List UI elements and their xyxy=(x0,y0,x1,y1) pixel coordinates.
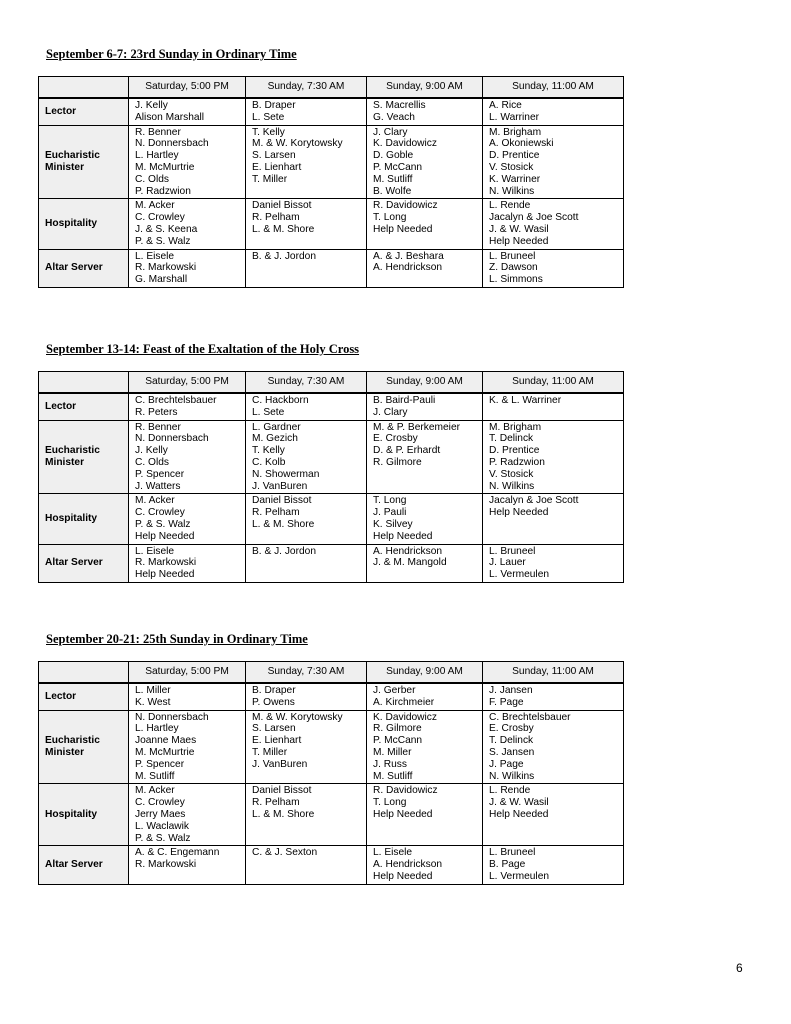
schedule-cell xyxy=(246,846,367,884)
section-heading: September 6-7: 23rd Sunday in Ordinary Time xyxy=(46,47,297,61)
table-row xyxy=(39,846,624,884)
volunteer-name: P. & S. Walz xyxy=(135,832,191,844)
volunteer-name: B. & J. Jordon xyxy=(252,250,316,262)
table-row xyxy=(39,683,624,710)
volunteer-name: C. Brechtelsbauer xyxy=(489,711,571,723)
corner-cell xyxy=(39,77,129,99)
volunteer-name: R. Markowski xyxy=(135,262,197,274)
volunteer-name: C. Crowley xyxy=(135,212,185,224)
volunteer-name: K. Davidowicz xyxy=(373,138,437,150)
schedule-cell xyxy=(483,125,624,199)
volunteer-name: A. Hendrickson xyxy=(373,545,443,557)
volunteer-name: T. Delinck xyxy=(489,735,534,747)
volunteer-name: T. Kelly xyxy=(252,445,285,457)
volunteer-name: J. Clary xyxy=(373,406,408,418)
volunteer-name: C. & J. Sexton xyxy=(252,847,318,859)
column-header: Sunday, 9:00 AM xyxy=(367,372,483,394)
volunteer-name: L. Eisele xyxy=(373,847,413,859)
volunteer-name: D. Goble xyxy=(373,150,414,162)
volunteer-name: J. Lauer xyxy=(489,557,526,569)
schedule-cell xyxy=(129,846,246,884)
column-header: Saturday, 5:00 PM xyxy=(129,372,246,394)
volunteer-name: L. & M. Shore xyxy=(252,223,315,235)
volunteer-name: J. Kelly xyxy=(135,100,168,111)
volunteer-name: K. & L. Warriner xyxy=(489,395,562,406)
volunteer-name: J. & W. Wasil xyxy=(489,797,549,809)
volunteer-name: P. & S. Walz xyxy=(135,518,191,530)
schedule-cell xyxy=(483,393,624,420)
schedule-cell xyxy=(483,199,624,249)
column-header: Saturday, 5:00 PM xyxy=(129,662,246,684)
volunteer-name: P. McCann xyxy=(373,735,423,747)
schedule-cell xyxy=(367,683,483,710)
volunteer-name: L. Rende xyxy=(489,200,531,212)
column-header: Sunday, 11:00 AM xyxy=(483,372,624,394)
volunteer-name: J. & S. Keena xyxy=(135,223,198,235)
volunteer-name: J. Pauli xyxy=(373,507,407,519)
volunteer-name: L. Rende xyxy=(489,785,531,797)
volunteer-name: Help Needed xyxy=(135,569,195,581)
volunteer-name: M. Brigham xyxy=(489,126,542,138)
role-label: Lector xyxy=(39,683,129,710)
volunteer-name: N. Donnersbach xyxy=(135,433,209,445)
volunteer-name: J. Watters xyxy=(135,480,181,492)
volunteer-name: V. Stosick xyxy=(489,468,534,480)
volunteer-name: M. McMurtrie xyxy=(135,746,195,758)
volunteer-name: Daniel Bissot xyxy=(252,785,312,797)
role-label: Eucharistic Minister xyxy=(39,420,129,494)
volunteer-name: E. Lienhart xyxy=(252,735,302,747)
schedule-cell xyxy=(246,710,367,784)
volunteer-name: L. Sete xyxy=(252,111,285,123)
schedule-cell xyxy=(246,683,367,710)
volunteer-name: T. Long xyxy=(373,797,407,809)
volunteer-name: Help Needed xyxy=(489,808,549,820)
schedule-cell xyxy=(483,846,624,884)
header-row xyxy=(39,372,624,394)
schedule-cell xyxy=(129,98,246,125)
volunteer-name: Help Needed xyxy=(489,507,549,519)
table-row xyxy=(39,98,624,125)
schedule-table xyxy=(38,76,624,288)
volunteer-name: K. Warriner xyxy=(489,173,541,185)
table-row xyxy=(39,393,624,420)
schedule-cell xyxy=(129,393,246,420)
volunteer-name: B. Page xyxy=(489,859,526,871)
schedule-cell xyxy=(246,784,367,846)
volunteer-name: N. Wilkins xyxy=(489,770,535,782)
volunteer-name: R. Davidowicz xyxy=(373,200,438,212)
volunteer-name: S. Jansen xyxy=(489,746,535,758)
volunteer-name: J. VanBuren xyxy=(252,480,308,492)
volunteer-name: L. Gardner xyxy=(252,421,301,433)
volunteer-name: Help Needed xyxy=(373,223,433,235)
volunteer-name: K. Davidowicz xyxy=(373,711,437,723)
column-header: Sunday, 7:30 AM xyxy=(246,372,367,394)
role-label: Altar Server xyxy=(39,544,129,582)
column-header: Sunday, 11:00 AM xyxy=(483,662,624,684)
volunteer-name: V. Stosick xyxy=(489,161,534,173)
volunteer-name: J. Russ xyxy=(373,758,407,770)
volunteer-name: L. Eisele xyxy=(135,545,175,557)
table-row xyxy=(39,249,624,287)
volunteer-name: R. Peters xyxy=(135,406,178,418)
volunteer-name: L. Miller xyxy=(135,685,171,696)
schedule-cell xyxy=(129,199,246,249)
schedule-cell xyxy=(129,249,246,287)
volunteer-name: M. Acker xyxy=(135,495,175,507)
volunteer-name: N. Donnersbach xyxy=(135,138,209,150)
volunteer-name: R. Benner xyxy=(135,126,181,138)
volunteer-name: E. Crosby xyxy=(373,433,418,445)
schedule-cell xyxy=(483,420,624,494)
volunteer-name: M. & P. Berkemeier xyxy=(373,421,461,433)
schedule-section-2 xyxy=(38,341,623,583)
volunteer-name: C. Hackborn xyxy=(252,395,309,406)
volunteer-name: L. & M. Shore xyxy=(252,808,315,820)
volunteer-name: M. Sutliff xyxy=(373,173,413,185)
volunteer-name: Help Needed xyxy=(489,235,549,247)
schedule-cell xyxy=(367,420,483,494)
corner-cell xyxy=(39,372,129,394)
volunteer-name: J. Gerber xyxy=(373,685,416,696)
volunteer-name: K. Silvey xyxy=(373,518,413,530)
volunteer-name: F. Page xyxy=(489,696,524,708)
volunteer-name: Jacalyn & Joe Scott xyxy=(489,212,579,224)
volunteer-name: M. Sutliff xyxy=(373,770,413,782)
volunteer-name: R. Pelham xyxy=(252,797,300,809)
volunteer-name: A. Okoniewski xyxy=(489,138,554,150)
schedule-cell xyxy=(129,420,246,494)
header-row xyxy=(39,77,624,99)
volunteer-name: L. Warriner xyxy=(489,111,540,123)
volunteer-name: R. Gilmore xyxy=(373,456,422,468)
schedule-cell xyxy=(483,249,624,287)
volunteer-name: L. Bruneel xyxy=(489,250,536,262)
schedule-cell xyxy=(246,125,367,199)
volunteer-name: E. Crosby xyxy=(489,723,534,735)
volunteer-name: M. Acker xyxy=(135,200,175,212)
volunteer-name: L. & M. Shore xyxy=(252,518,315,530)
volunteer-name: T. Long xyxy=(373,495,407,507)
table-row xyxy=(39,420,624,494)
schedule-cell xyxy=(367,393,483,420)
volunteer-name: B. Wolfe xyxy=(373,185,412,197)
role-label: Lector xyxy=(39,393,129,420)
volunteer-name: K. West xyxy=(135,696,171,708)
schedule-cell xyxy=(367,199,483,249)
volunteer-name: A. Kirchmeier xyxy=(373,696,435,708)
volunteer-name: A. Hendrickson xyxy=(373,859,443,871)
schedule-section-3 xyxy=(38,631,623,885)
volunteer-name: L. Sete xyxy=(252,406,285,418)
column-header: Sunday, 7:30 AM xyxy=(246,77,367,99)
volunteer-name: P. Radzwion xyxy=(135,185,191,197)
volunteer-name: Help Needed xyxy=(373,530,433,542)
volunteer-name: M. Miller xyxy=(373,746,412,758)
volunteer-name: Jacalyn & Joe Scott xyxy=(489,495,579,507)
column-header: Sunday, 9:00 AM xyxy=(367,77,483,99)
volunteer-name: A. & C. Engemann xyxy=(135,847,220,859)
volunteer-name: G. Veach xyxy=(373,111,415,123)
volunteer-name: Jerry Maes xyxy=(135,808,186,820)
schedule-cell xyxy=(367,846,483,884)
role-label: Hospitality xyxy=(39,784,129,846)
volunteer-name: D. Prentice xyxy=(489,150,540,162)
volunteer-name: R. Markowski xyxy=(135,557,197,569)
volunteer-name: Joanne Maes xyxy=(135,735,197,747)
schedule-cell xyxy=(246,544,367,582)
header-row xyxy=(39,662,624,684)
volunteer-name: B. Baird-Pauli xyxy=(373,395,436,406)
volunteer-name: R. Pelham xyxy=(252,507,300,519)
volunteer-name: S. Macrellis xyxy=(373,100,426,111)
volunteer-name: R. Davidowicz xyxy=(373,785,438,797)
volunteer-name: N. Showerman xyxy=(252,468,320,480)
schedule-cell xyxy=(367,98,483,125)
volunteer-name: M. & W. Korytowsky xyxy=(252,138,343,150)
table-row xyxy=(39,199,624,249)
page-number: 6 xyxy=(736,961,743,975)
volunteer-name: D. Prentice xyxy=(489,445,540,457)
volunteer-name: N. Wilkins xyxy=(489,480,535,492)
section-heading: September 20-21: 25th Sunday in Ordinary Time xyxy=(46,632,308,646)
volunteer-name: Help Needed xyxy=(373,870,433,882)
role-label: Hospitality xyxy=(39,199,129,249)
volunteer-name: P. Owens xyxy=(252,696,295,708)
volunteer-name: R. Markowski xyxy=(135,859,197,871)
schedule-cell xyxy=(246,249,367,287)
volunteer-name: T. Miller xyxy=(252,173,288,185)
column-header: Sunday, 11:00 AM xyxy=(483,77,624,99)
volunteer-name: T. Long xyxy=(373,212,407,224)
volunteer-name: C. Crowley xyxy=(135,507,185,519)
volunteer-name: R. Pelham xyxy=(252,212,300,224)
column-header: Sunday, 7:30 AM xyxy=(246,662,367,684)
schedule-table xyxy=(38,661,624,885)
volunteer-name: T. Miller xyxy=(252,746,288,758)
table-row xyxy=(39,710,624,784)
section-heading: September 13-14: Feast of the Exaltation of the Holy Cross xyxy=(46,342,360,356)
volunteer-name: T. Kelly xyxy=(252,126,285,138)
volunteer-name: M. Brigham xyxy=(489,421,542,433)
column-header: Sunday, 9:00 AM xyxy=(367,662,483,684)
volunteer-name: N. Wilkins xyxy=(489,185,535,197)
volunteer-name: C. Olds xyxy=(135,173,169,185)
volunteer-name: J. Kelly xyxy=(135,445,168,457)
volunteer-name: S. Larsen xyxy=(252,150,296,162)
schedule-cell xyxy=(129,683,246,710)
schedule-cell xyxy=(367,544,483,582)
volunteer-name: P. Radzwion xyxy=(489,456,545,468)
volunteer-name: N. Donnersbach xyxy=(135,711,209,723)
corner-cell xyxy=(39,662,129,684)
volunteer-name: J. Jansen xyxy=(489,685,533,696)
volunteer-name: D. & P. Erhardt xyxy=(373,445,441,457)
role-label: Altar Server xyxy=(39,249,129,287)
volunteer-name: P. McCann xyxy=(373,161,423,173)
volunteer-name: J. & M. Mangold xyxy=(373,557,447,569)
volunteer-name: C. Brechtelsbauer xyxy=(135,395,217,406)
volunteer-name: T. Delinck xyxy=(489,433,534,445)
volunteer-name: E. Lienhart xyxy=(252,161,302,173)
volunteer-name: J. Page xyxy=(489,758,524,770)
volunteer-name: R. Benner xyxy=(135,421,181,433)
volunteer-name: R. Gilmore xyxy=(373,723,422,735)
volunteer-name: J. VanBuren xyxy=(252,758,308,770)
schedule-cell xyxy=(246,98,367,125)
volunteer-name: L. Simmons xyxy=(489,274,543,286)
volunteer-name: L. Bruneel xyxy=(489,545,536,557)
volunteer-name: B. & J. Jordon xyxy=(252,545,316,557)
schedule-cell xyxy=(483,710,624,784)
schedule-cell xyxy=(483,544,624,582)
volunteer-name: B. Draper xyxy=(252,685,296,696)
role-label: Hospitality xyxy=(39,494,129,544)
volunteer-name: L. Bruneel xyxy=(489,847,536,859)
schedule-cell xyxy=(367,125,483,199)
volunteer-name: L. Waclawik xyxy=(135,820,189,832)
table-row xyxy=(39,125,624,199)
schedule-cell xyxy=(129,494,246,544)
volunteer-name: M. Gezich xyxy=(252,433,298,445)
schedule-cell xyxy=(129,784,246,846)
table-row xyxy=(39,784,624,846)
table-row xyxy=(39,494,624,544)
volunteer-name: G. Marshall xyxy=(135,274,188,286)
volunteer-name: P. & S. Walz xyxy=(135,235,191,247)
table-row xyxy=(39,544,624,582)
volunteer-name: M. Sutliff xyxy=(135,770,175,782)
volunteer-name: L. Hartley xyxy=(135,723,179,735)
schedule-cell xyxy=(483,784,624,846)
schedule-cell xyxy=(483,98,624,125)
schedule-cell xyxy=(367,494,483,544)
role-label: Eucharistic Minister xyxy=(39,710,129,784)
schedule-cell xyxy=(246,199,367,249)
schedule-cell xyxy=(129,544,246,582)
schedule-cell xyxy=(483,494,624,544)
volunteer-name: A. & J. Beshara xyxy=(373,250,444,262)
role-label: Altar Server xyxy=(39,846,129,884)
volunteer-name: J. Clary xyxy=(373,126,408,138)
volunteer-name: Help Needed xyxy=(373,808,433,820)
volunteer-name: L. Eisele xyxy=(135,250,175,262)
schedule-cell xyxy=(367,249,483,287)
schedule-cell xyxy=(246,494,367,544)
column-header: Saturday, 5:00 PM xyxy=(129,77,246,99)
volunteer-name: Daniel Bissot xyxy=(252,495,312,507)
volunteer-name: Alison Marshall xyxy=(135,111,205,123)
volunteer-name: Help Needed xyxy=(135,530,195,542)
volunteer-name: A. Rice xyxy=(489,100,522,111)
volunteer-name: P. Spencer xyxy=(135,468,185,480)
volunteer-name: L. Vermeulen xyxy=(489,870,550,882)
schedule-cell xyxy=(367,710,483,784)
schedule-cell xyxy=(483,683,624,710)
volunteer-name: B. Draper xyxy=(252,100,296,111)
volunteer-name: S. Larsen xyxy=(252,723,296,735)
volunteer-name: A. Hendrickson xyxy=(373,262,443,274)
volunteer-name: P. Spencer xyxy=(135,758,185,770)
volunteer-name: C. Olds xyxy=(135,456,169,468)
schedule-section-1 xyxy=(38,46,623,288)
volunteer-name: C. Crowley xyxy=(135,797,185,809)
schedule-table xyxy=(38,371,624,583)
volunteer-name: M. & W. Korytowsky xyxy=(252,711,343,723)
schedule-cell xyxy=(367,784,483,846)
schedule-cell xyxy=(129,125,246,199)
schedule-cell xyxy=(246,420,367,494)
volunteer-name: Z. Dawson xyxy=(489,262,538,274)
volunteer-name: M. Acker xyxy=(135,785,175,797)
volunteer-name: L. Vermeulen xyxy=(489,569,550,581)
volunteer-name: J. & W. Wasil xyxy=(489,223,549,235)
volunteer-name: L. Hartley xyxy=(135,150,179,162)
volunteer-name: Daniel Bissot xyxy=(252,200,312,212)
volunteer-name: M. McMurtrie xyxy=(135,161,195,173)
schedule-cell xyxy=(246,393,367,420)
role-label: Lector xyxy=(39,98,129,125)
volunteer-name: C. Kolb xyxy=(252,456,286,468)
role-label: Eucharistic Minister xyxy=(39,125,129,199)
schedule-cell xyxy=(129,710,246,784)
